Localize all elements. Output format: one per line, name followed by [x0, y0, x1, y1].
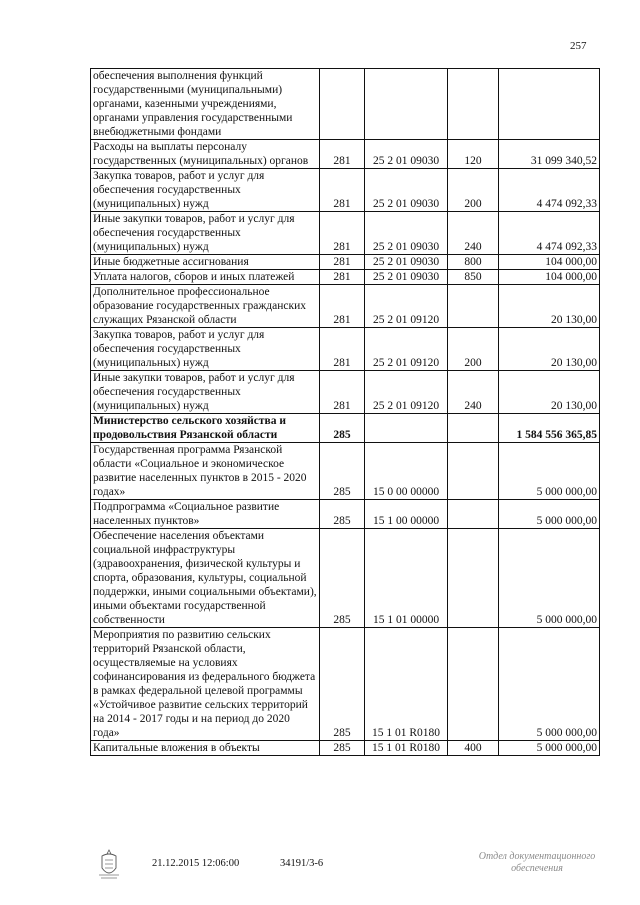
- row-amount: 104 000,00: [499, 270, 600, 285]
- row-expense-type: [448, 628, 499, 741]
- row-ministry-code: 285: [320, 443, 365, 500]
- table-row: [91, 443, 600, 500]
- row-description: Дополнительное профессиональное образование государственных гражданских служащих Рязанской области: [91, 285, 320, 328]
- row-expense-type: 120: [448, 140, 499, 169]
- row-description: обеспечения выполнения функций государственными (муниципальными) органами, казенными учреждениями, органами управления государственными внебюджетными фондами: [91, 69, 320, 140]
- row-description: Иные закупки товаров, работ и услуг для обеспечения государственных (муниципальных) нужд: [91, 212, 320, 255]
- row-ministry-code: 285: [320, 414, 365, 443]
- table-row: [91, 529, 600, 628]
- row-amount: 20 130,00: [499, 285, 600, 328]
- row-amount: 5 000 000,00: [499, 500, 600, 529]
- row-expense-type: 400: [448, 741, 499, 756]
- row-amount: 20 130,00: [499, 328, 600, 371]
- row-expense-type: [448, 414, 499, 443]
- row-amount: 1 584 556 365,85: [499, 414, 600, 443]
- budget-table: [90, 68, 600, 756]
- table-row: [91, 69, 600, 140]
- row-expense-type: 200: [448, 328, 499, 371]
- table-row: [91, 285, 600, 328]
- row-amount: [499, 69, 600, 140]
- table-row: [91, 500, 600, 529]
- table-row: [91, 212, 600, 255]
- table-row: [91, 270, 600, 285]
- row-target-code: 25 2 01 09030: [365, 255, 448, 270]
- row-ministry-code: 281: [320, 212, 365, 255]
- row-expense-type: [448, 69, 499, 140]
- row-description: Обеспечение населения объектами социальной инфраструктуры (здравоохранения, физической культуры и спорта, образования, культуры, социальной поддержки, иными социальными объектами), иными объектами государственной собственности: [91, 529, 320, 628]
- row-ministry-code: 285: [320, 628, 365, 741]
- row-description: Закупка товаров, работ и услуг для обеспечения государственных (муниципальных) нужд: [91, 328, 320, 371]
- row-amount: 5 000 000,00: [499, 443, 600, 500]
- row-description: Иные закупки товаров, работ и услуг для обеспечения государственных (муниципальных) нужд: [91, 371, 320, 414]
- table-row: [91, 628, 600, 741]
- row-target-code: [365, 414, 448, 443]
- row-expense-type: [448, 285, 499, 328]
- row-ministry-code: 281: [320, 270, 365, 285]
- row-description: Иные бюджетные ассигнования: [91, 255, 320, 270]
- row-amount: 5 000 000,00: [499, 628, 600, 741]
- row-amount: 4 474 092,33: [499, 169, 600, 212]
- row-ministry-code: 285: [320, 529, 365, 628]
- row-ministry-code: [320, 69, 365, 140]
- row-expense-type: [448, 529, 499, 628]
- footer-doc-id: 34191/3-6: [280, 858, 324, 869]
- row-ministry-code: 285: [320, 741, 365, 756]
- row-expense-type: 850: [448, 270, 499, 285]
- row-description: Уплата налогов, сборов и иных платежей: [91, 270, 320, 285]
- row-expense-type: 800: [448, 255, 499, 270]
- row-expense-type: 240: [448, 371, 499, 414]
- row-target-code: 25 2 01 09120: [365, 328, 448, 371]
- row-description: Закупка товаров, работ и услуг для обеспечения государственных (муниципальных) нужд: [91, 169, 320, 212]
- row-target-code: 25 2 01 09030: [365, 169, 448, 212]
- row-ministry-code: 281: [320, 140, 365, 169]
- row-description: Государственная программа Рязанской области «Социальное и экономическое развитие населенных пунктов в 2015 - 2020 годах»: [91, 443, 320, 500]
- department-stamp: [472, 851, 602, 875]
- row-ministry-code: 281: [320, 285, 365, 328]
- page-number: 257: [570, 40, 587, 52]
- row-target-code: 25 2 01 09030: [365, 212, 448, 255]
- row-target-code: 25 2 01 09030: [365, 140, 448, 169]
- coat-of-arms-icon: [96, 848, 122, 882]
- row-ministry-code: 281: [320, 371, 365, 414]
- row-target-code: 15 1 01 R0180: [365, 741, 448, 756]
- stamp-line-2: обеспечения: [511, 863, 563, 874]
- row-amount: 4 474 092,33: [499, 212, 600, 255]
- row-description: Мероприятия по развитию сельских территорий Рязанской области, осуществляемые на условиях софинансирования из федерального бюджета в рамках федеральной целевой программы «Устойчивое развитие сельских территорий на 2014 - 2017 годы и на период до 2020 года»: [91, 628, 320, 741]
- table-row: [91, 741, 600, 756]
- row-target-code: 15 1 00 00000: [365, 500, 448, 529]
- row-amount: 5 000 000,00: [499, 529, 600, 628]
- row-target-code: 15 0 00 00000: [365, 443, 448, 500]
- row-description: Капитальные вложения в объекты: [91, 741, 320, 756]
- row-amount: 104 000,00: [499, 255, 600, 270]
- row-ministry-code: 281: [320, 328, 365, 371]
- footer-datetime: 21.12.2015 12:06:00: [152, 858, 240, 869]
- row-target-code: [365, 69, 448, 140]
- row-amount: 20 130,00: [499, 371, 600, 414]
- table-row: [91, 328, 600, 371]
- row-expense-type: [448, 443, 499, 500]
- row-target-code: 25 2 01 09120: [365, 285, 448, 328]
- row-ministry-code: 281: [320, 169, 365, 212]
- row-target-code: 25 2 01 09030: [365, 270, 448, 285]
- row-amount: 31 099 340,52: [499, 140, 600, 169]
- row-amount: 5 000 000,00: [499, 741, 600, 756]
- row-description: Расходы на выплаты персоналу государственных (муниципальных) органов: [91, 140, 320, 169]
- stamp-line-1: Отдел документационного: [478, 851, 596, 862]
- row-target-code: 15 1 01 00000: [365, 529, 448, 628]
- budget-table-body: [91, 69, 600, 756]
- row-target-code: 25 2 01 09120: [365, 371, 448, 414]
- row-expense-type: 240: [448, 212, 499, 255]
- table-row: [91, 140, 600, 169]
- table-row: [91, 371, 600, 414]
- row-ministry-code: 285: [320, 500, 365, 529]
- row-description: Подпрограмма «Социальное развитие населенных пунктов»: [91, 500, 320, 529]
- table-row: [91, 414, 600, 443]
- row-expense-type: 200: [448, 169, 499, 212]
- row-ministry-code: 281: [320, 255, 365, 270]
- row-target-code: 15 1 01 R0180: [365, 628, 448, 741]
- table-row: [91, 255, 600, 270]
- row-expense-type: [448, 500, 499, 529]
- table-row: [91, 169, 600, 212]
- row-description: Министерство сельского хозяйства и продовольствия Рязанской области: [91, 414, 320, 443]
